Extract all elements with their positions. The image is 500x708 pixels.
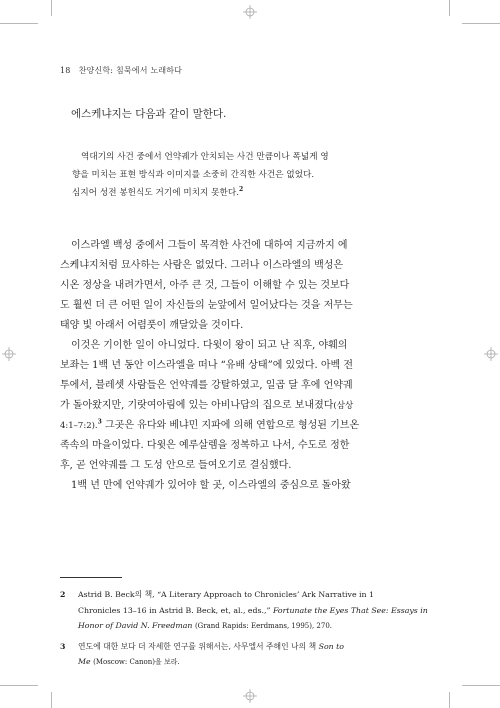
book-title: Honor of David N. Freedman — [78, 621, 193, 630]
body-line: 족속의 마을이었다. 다윗은 예루살렘을 정복하고 나서, 수도로 정한 — [60, 440, 350, 451]
footnote-ref[interactable]: 2 — [239, 186, 244, 194]
footnote-divider — [60, 577, 122, 578]
body-line: 시온 정상을 내려가면서, 아주 큰 것, 그들이 이해할 수 있는 것보다 — [60, 280, 350, 291]
body-line: 이스라엘 백성 중에서 그들이 목격한 사건에 대하여 지금까지 에 — [71, 240, 348, 251]
registration-mark-icon — [243, 689, 257, 703]
body-line: 스케냐지처럼 묘사하는 사람은 없었다. 그러나 이스라엘의 백성은 — [60, 260, 344, 271]
crop-mark — [449, 0, 450, 16]
crop-mark — [0, 23, 38, 24]
registration-mark-icon — [243, 5, 257, 19]
block-quote — [72, 148, 434, 202]
body-line: 그곳은 유다와 베냐민 지파에 의해 연합으로 형성된 기브온 — [101, 420, 360, 431]
quote-line: 역대기의 사건 중에서 언약궤가 안치되는 사건 만큼이나 폭넓게 영 — [81, 152, 329, 162]
scripture-ref: 4:1–7:2). — [60, 421, 98, 431]
body-line: 이것은 기이한 일이 아니었다. 다윗이 왕이 되고 난 직후, 야훼의 — [71, 340, 348, 351]
quote-line: 향을 미치는 표현 방식과 이미지를 소중히 간직한 사건은 없었다. — [72, 170, 315, 180]
body-text — [60, 236, 442, 496]
footnotes — [60, 587, 450, 671]
quote-line: 심지어 성전 봉헌식도 거기에 미치지 못한다. — [72, 188, 240, 198]
running-head-title: 찬양신학: 침묵에서 노래하다 — [78, 66, 183, 75]
page-number: 18 — [60, 66, 71, 75]
footnote-line: (Grand Rapids: Eerdmans, 1995), 270. — [194, 622, 332, 630]
footnote-line: (Moscow: Canon)을 보라. — [93, 658, 180, 666]
footnote-line: 연도에 대한 보다 더 자세한 연구를 위해서는, 사무엘서 주해인 나의 책 — [78, 641, 317, 651]
body-line: 도 훨씬 더 큰 어떤 일이 자신들의 눈앞에서 일어났다는 것을 저무는 — [60, 300, 353, 311]
book-title: Son to — [318, 641, 345, 651]
body-line: 태양 빛 아래서 어렴풋이 깨달았을 것이다. — [60, 320, 244, 331]
crop-mark — [449, 692, 450, 708]
body-line: 보좌는 1백 년 동안 이스라엘을 떠나 “유배 상태”에 있었다. 아벡 전 — [60, 360, 354, 371]
footnote-ref[interactable]: 3 — [97, 418, 102, 426]
footnote-line: Chronicles 13–16 in Astrid B. Beck, et, al., eds.,” — [78, 605, 271, 615]
footnote-line: Astrid B. Beck의 책, “A Literary Approach to Chronicles’ Ark Narrative in 1 — [78, 590, 374, 599]
body-line: 후, 곧 언약궤를 그 도성 안으로 들여오기로 결심했다. — [60, 460, 292, 471]
body-line: 투에서, 블레셋 사람들은 언약궤를 강탈하였고, 일곱 달 후에 언약궤 — [60, 380, 353, 391]
registration-mark-icon — [484, 347, 498, 361]
scripture-ref: (삼상 — [333, 401, 354, 411]
registration-mark-icon — [2, 347, 16, 361]
crop-mark — [51, 0, 52, 16]
body-line: 1백 년 만에 언약궤가 있어야 할 곳, 이스라엘의 중심으로 돌아왔 — [71, 480, 351, 491]
crop-mark — [462, 685, 500, 686]
lead-sentence: 에스케냐지는 다음과 같이 말한다. — [71, 108, 227, 120]
book-title: Fortunate the Eyes That See: Essays in — [272, 605, 428, 615]
crop-mark — [0, 685, 38, 686]
footnote — [60, 639, 450, 671]
running-head — [60, 65, 182, 76]
footnote — [60, 587, 450, 635]
body-line: 가 돌아왔지만, 기랏여아림에 있는 아비나답의 집으로 보내졌다 — [60, 400, 334, 411]
footnote-number: 2 — [60, 590, 66, 599]
footnote-number: 3 — [60, 641, 66, 651]
crop-mark — [462, 23, 500, 24]
crop-mark — [51, 692, 52, 708]
book-title: Me — [78, 657, 91, 666]
